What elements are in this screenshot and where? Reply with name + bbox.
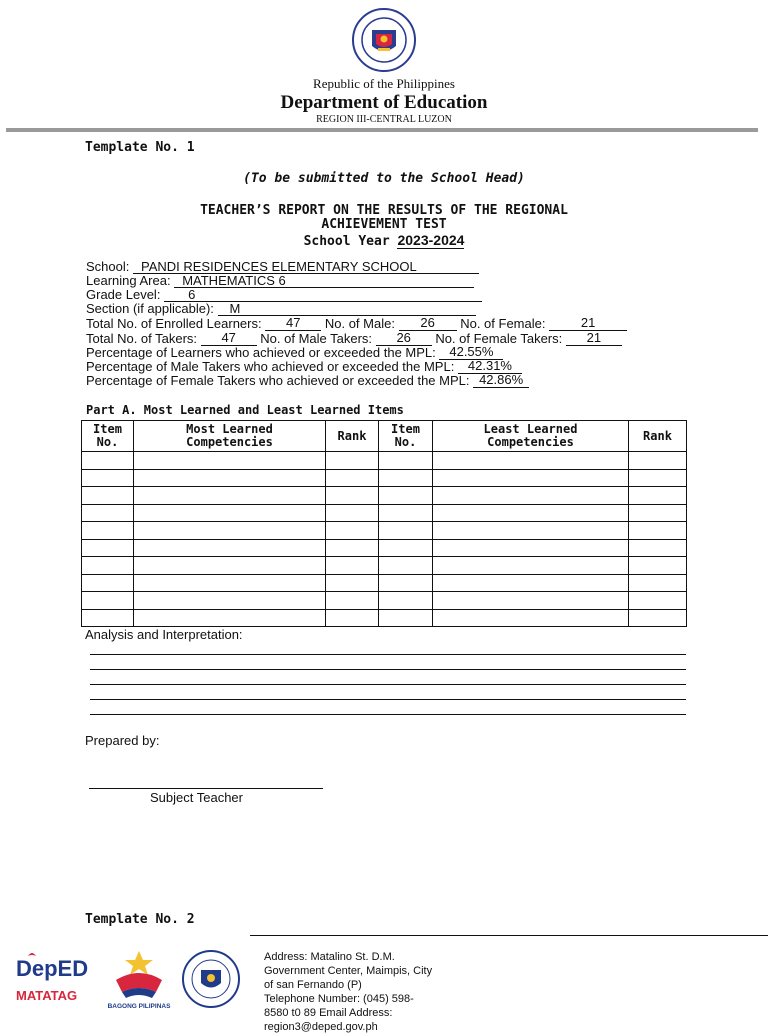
table-cell[interactable] <box>379 539 433 557</box>
pct-male-field[interactable]: 42.31% <box>458 359 522 374</box>
table-cell[interactable] <box>134 487 326 505</box>
school-field[interactable]: PANDI RESIDENCES ELEMENTARY SCHOOL <box>133 260 479 274</box>
table-cell[interactable] <box>82 469 134 487</box>
items-table <box>81 420 687 627</box>
header-least-learned: Least Learned Competencies <box>433 421 629 452</box>
pct-learners-row <box>86 345 503 360</box>
subject-teacher-label: Subject Teacher <box>150 790 243 805</box>
table-cell[interactable] <box>379 504 433 522</box>
items-table-header <box>82 421 687 452</box>
section-field[interactable]: M <box>218 302 476 316</box>
school-year-value: 2023-2024 <box>397 232 465 248</box>
pct-male-row <box>86 359 522 374</box>
table-cell[interactable] <box>379 557 433 575</box>
analysis-line[interactable] <box>90 654 686 655</box>
takers-field[interactable]: 47 <box>201 331 257 346</box>
footer-address: Address: Matalino St. D.M. Government Center, Maimpis, City of san Fernando (P) <box>264 951 433 991</box>
header-item-no-2: Item No. <box>379 421 433 452</box>
header-most-learned: Most Learned Competencies <box>134 421 326 452</box>
table-cell[interactable] <box>134 469 326 487</box>
table-cell[interactable] <box>326 452 379 470</box>
table-cell[interactable] <box>629 522 687 540</box>
report-title-line1: TEACHER’S REPORT ON THE RESULTS OF THE REGIONAL <box>200 203 568 218</box>
table-cell[interactable] <box>629 574 687 592</box>
table-cell[interactable] <box>326 592 379 610</box>
school-year <box>0 232 768 249</box>
learning-area-row <box>86 274 474 288</box>
pct-male-label: Percentage of Male Takers who achieved or exceeded the MPL: <box>86 359 455 374</box>
takers-row <box>86 331 622 346</box>
analysis-line[interactable] <box>90 684 686 685</box>
female-label: No. of Female: <box>460 316 546 331</box>
female-takers-label: No. of Female Takers: <box>435 331 563 346</box>
footer-email[interactable]: Email Address: region3@deped.gov.ph <box>264 1007 393 1033</box>
learning-area-field[interactable]: MATHEMATICS 6 <box>174 274 474 288</box>
table-cell[interactable] <box>433 592 629 610</box>
table-cell[interactable] <box>82 504 134 522</box>
pct-learners-label: Percentage of Learners who achieved or exceeded the MPL: <box>86 345 436 360</box>
school-row <box>86 260 479 274</box>
grade-level-label: Grade Level: <box>86 287 161 302</box>
table-cell[interactable] <box>326 574 379 592</box>
bagong-pilipinas-logo-icon <box>104 948 174 1010</box>
analysis-line[interactable] <box>90 699 686 700</box>
header-rank-2: Rank <box>629 421 687 452</box>
enrolled-field[interactable]: 47 <box>265 316 321 331</box>
table-cell[interactable] <box>433 557 629 575</box>
deped-seal-icon <box>352 8 416 72</box>
table-cell[interactable] <box>629 452 687 470</box>
table-cell[interactable] <box>629 592 687 610</box>
svg-text:MATATAG: MATATAG <box>16 988 78 1003</box>
footer-contact <box>264 950 434 1034</box>
female-field[interactable]: 21 <box>549 316 627 331</box>
male-takers-label: No. of Male Takers: <box>260 331 373 346</box>
republic-label: Republic of the Philippines <box>313 76 455 91</box>
part-a-title: Part A. Most Learned and Least Learned Items <box>86 403 404 417</box>
table-cell[interactable] <box>134 592 326 610</box>
table-row <box>82 557 687 575</box>
table-cell[interactable] <box>326 504 379 522</box>
table-cell[interactable] <box>82 557 134 575</box>
enrolled-row <box>86 316 627 331</box>
report-title-line2: ACHIEVEMENT TEST <box>321 217 447 232</box>
pct-female-row <box>86 373 529 388</box>
header-rank: Rank <box>326 421 379 452</box>
footer-telephone: Telephone Number: (045) 598-8580 t0 89 <box>264 993 414 1019</box>
takers-label: Total No. of Takers: <box>86 331 198 346</box>
section-row <box>86 302 476 316</box>
table-row <box>82 452 687 470</box>
table-cell[interactable] <box>326 487 379 505</box>
grade-level-row <box>86 288 482 302</box>
table-cell[interactable] <box>433 452 629 470</box>
table-cell[interactable] <box>326 557 379 575</box>
table-cell[interactable] <box>433 609 629 627</box>
table-cell[interactable] <box>433 574 629 592</box>
table-cell[interactable] <box>82 539 134 557</box>
table-cell[interactable] <box>433 539 629 557</box>
department-title: Department of Education <box>280 92 488 113</box>
table-cell[interactable] <box>629 539 687 557</box>
table-cell[interactable] <box>379 522 433 540</box>
template-2-label: Template No. 2 <box>85 912 195 927</box>
table-cell[interactable] <box>134 504 326 522</box>
grade-level-field[interactable]: 6 <box>164 288 482 302</box>
table-row <box>82 574 687 592</box>
table-cell[interactable] <box>326 522 379 540</box>
table-cell[interactable] <box>379 487 433 505</box>
analysis-label: Analysis and Interpretation: <box>85 627 243 642</box>
table-cell[interactable] <box>326 539 379 557</box>
table-row <box>82 539 687 557</box>
table-cell[interactable] <box>82 487 134 505</box>
section-label: Section (if applicable): <box>86 301 214 316</box>
table-cell[interactable] <box>433 522 629 540</box>
signature-line[interactable] <box>89 788 323 789</box>
table-cell[interactable] <box>629 487 687 505</box>
pct-female-label: Percentage of Female Takers who achieved or exceeded the MPL: <box>86 373 470 388</box>
analysis-line[interactable] <box>90 714 686 715</box>
deped-seal-icon <box>182 950 240 1008</box>
table-cell[interactable] <box>629 469 687 487</box>
table-cell[interactable] <box>433 504 629 522</box>
table-row <box>82 592 687 610</box>
deped-matatag-logo-icon <box>14 948 89 1010</box>
table-cell[interactable] <box>629 557 687 575</box>
school-year-label: School Year <box>303 234 390 249</box>
table-cell[interactable] <box>629 504 687 522</box>
table-cell[interactable] <box>134 452 326 470</box>
prepared-by-label: Prepared by: <box>85 733 160 748</box>
female-takers-field[interactable]: 21 <box>566 331 622 346</box>
table-cell[interactable] <box>82 592 134 610</box>
table-cell[interactable] <box>379 574 433 592</box>
header-item-no: Item No. <box>82 421 134 452</box>
table-cell[interactable] <box>326 469 379 487</box>
table-cell[interactable] <box>433 469 629 487</box>
table-cell[interactable] <box>379 469 433 487</box>
table-cell[interactable] <box>82 522 134 540</box>
table-cell[interactable] <box>379 452 433 470</box>
table-cell[interactable] <box>134 557 326 575</box>
footer-divider <box>250 935 768 936</box>
table-row <box>82 469 687 487</box>
table-row <box>82 522 687 540</box>
submit-note: (To be submitted to the School Head) <box>243 171 525 186</box>
table-cell[interactable] <box>326 609 379 627</box>
male-takers-field[interactable]: 26 <box>376 331 432 346</box>
table-cell[interactable] <box>82 452 134 470</box>
learning-area-label: Learning Area: <box>86 273 171 288</box>
table-cell[interactable] <box>134 609 326 627</box>
table-row <box>82 609 687 627</box>
table-cell[interactable] <box>379 592 433 610</box>
analysis-line[interactable] <box>90 669 686 670</box>
svg-text:BAGONG PILIPINAS: BAGONG PILIPINAS <box>107 1003 171 1010</box>
table-cell[interactable] <box>379 609 433 627</box>
table-row <box>82 487 687 505</box>
table-cell[interactable] <box>82 574 134 592</box>
enrolled-label: Total No. of Enrolled Learners: <box>86 316 262 331</box>
table-cell[interactable] <box>82 609 134 627</box>
pct-female-field[interactable]: 42.86% <box>473 373 529 388</box>
table-cell[interactable] <box>629 609 687 627</box>
pct-learners-field[interactable]: 42.55% <box>439 345 503 360</box>
school-label: School: <box>86 259 130 274</box>
header-divider <box>6 128 758 132</box>
svg-text:DepED: DepED <box>16 956 89 981</box>
table-cell[interactable] <box>433 487 629 505</box>
table-cell[interactable] <box>134 539 326 557</box>
table-cell[interactable] <box>134 574 326 592</box>
table-cell[interactable] <box>134 522 326 540</box>
region-label: REGION III-CENTRAL LUZON <box>316 114 452 125</box>
male-field[interactable]: 26 <box>399 316 457 331</box>
table-row <box>82 504 687 522</box>
male-label: No. of Male: <box>324 316 395 331</box>
template-1-label: Template No. 1 <box>85 140 195 155</box>
